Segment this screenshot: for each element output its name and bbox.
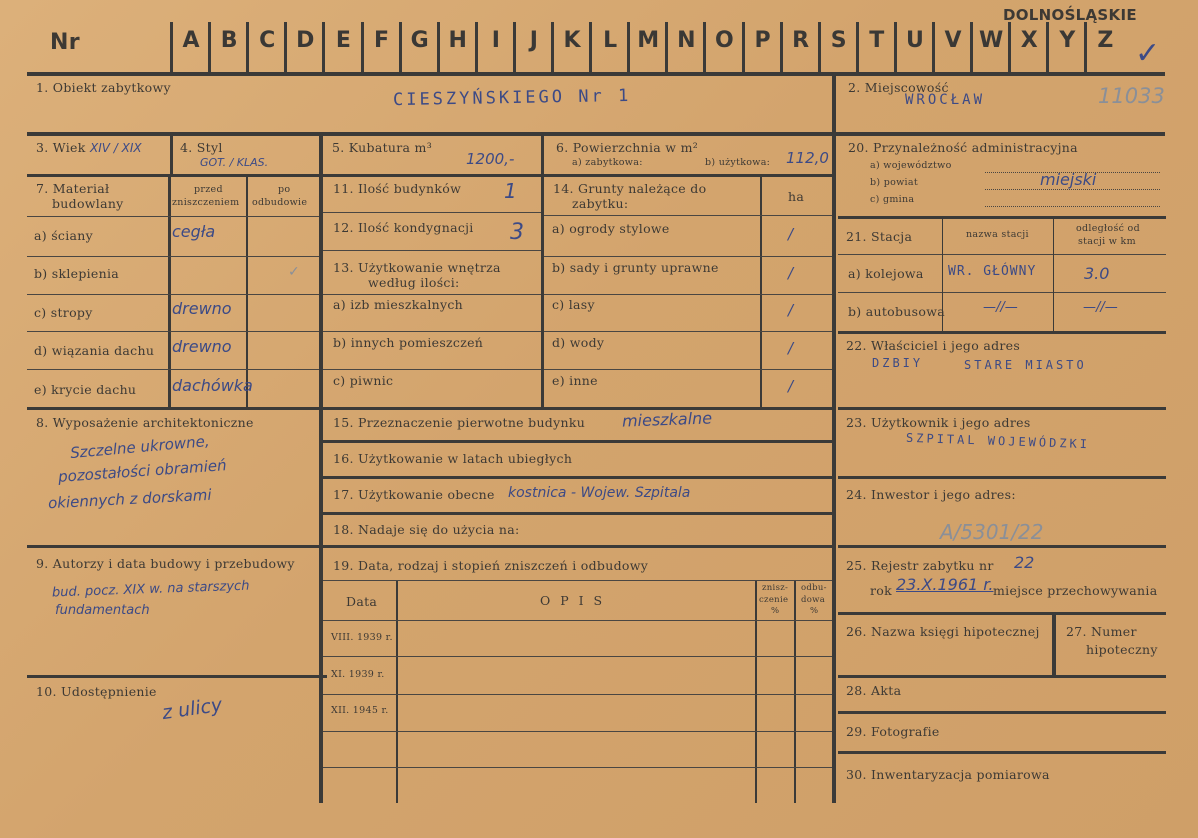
f4-label: 4. Styl [180,140,223,155]
f14-unit: ha [788,189,805,204]
letter-divider [1046,22,1049,72]
nr-label: Nr [50,30,80,55]
f4-value: GOT. / KLAS. [200,156,269,169]
f21-a-name: WR. GŁÓWNY [948,264,1037,279]
f18-label: 18. Nadaje się do użycia na: [333,522,520,537]
rule [838,407,1166,410]
f7-label-2: budowlany [52,196,124,211]
f2-number: 11033 [1098,84,1165,108]
row-line [323,767,832,768]
letter-divider [627,22,630,72]
material-before-value: drewno [172,299,232,318]
letter-cell-a: A [182,28,200,53]
f6-value: 112,0 [786,149,829,167]
dotted-line [985,206,1160,207]
letter-divider [856,22,859,72]
f20-b-value: miejski [1040,170,1097,189]
f22-value-1: DZBIY [872,356,924,370]
row-line [323,331,541,332]
row-line [323,731,832,732]
f19-date-3: XII. 1945 r. [331,705,389,716]
letter-cell-s: S [830,28,847,53]
rule [794,580,796,803]
grounds-row-label: b) sady i grunty uprawne [552,260,719,275]
letter-divider [322,22,325,72]
f19-col-rebuild-2: dowa [801,595,826,605]
f7-col-before-1: przed [194,184,223,195]
letter-cell-b: B [220,28,238,53]
f3-label: 3. Wiek [36,140,86,155]
rule [168,174,171,407]
letter-divider [284,22,287,72]
rule [27,132,1165,136]
grounds-row-value: / [788,225,794,243]
row-line [838,254,1166,255]
f24-stamp: A/5301/22 [940,520,1044,544]
material-row-label: d) wiązania dachu [34,343,155,358]
rule [838,476,1166,479]
f8-value-3: okiennych z dorskami [47,485,213,513]
row-line [544,215,832,216]
rule [838,751,1166,754]
f21-a: a) kolejowa [848,266,924,281]
f9-label: 9. Autorzy i data budowy i przebudowy [36,556,295,571]
letter-divider [970,22,973,72]
letter-cell-z: Z [1097,28,1114,53]
rule [27,675,327,678]
row-line [27,294,319,295]
f6-sub-a: a) zabytkowa: [572,157,643,168]
letter-divider [475,22,478,72]
f29-label: 29. Fotografie [846,724,940,739]
letter-cell-m: M [637,28,660,53]
rule [396,580,398,803]
rule [319,132,323,803]
letter-divider [170,22,173,72]
f19-col-date: Data [346,594,378,609]
f17-value: kostnica - Wojew. Szpitala [508,485,691,501]
region-label: DOLNOŚLĄSKIE [1003,6,1137,24]
letter-divider [361,22,364,72]
grounds-row-label: a) ogrody stylowe [552,221,670,236]
row-line [323,250,541,251]
f17-label: 17. Użytkowanie obecne [333,487,495,502]
f20-b: b) powiat [870,177,918,188]
letter-cell-y: Y [1059,28,1076,53]
rule [838,545,1166,548]
f28-label: 28. Akta [846,683,902,698]
f14-label-1: 14. Grunty należące do [553,181,707,196]
grounds-row-label: d) wody [552,335,605,350]
f22-value-2: STARE MIASTO [964,358,1087,372]
rule [838,331,1166,334]
f1-value: CIESZYŃSKIEGO Nr 1 [392,85,632,111]
interior-row-label: a) izb mieszkalnych [333,297,463,312]
row-line [323,620,832,621]
rule [832,72,836,803]
letter-divider [1008,22,1011,72]
f7-col-before-2: zniszczeniem [172,197,240,208]
rule [755,580,757,803]
f19-col-destr-2: czenie [759,595,789,605]
f25-label: 25. Rejestr zabytku nr [846,558,994,573]
f23-value: SZPITAL WOJEWÓDZKI [905,430,1091,452]
letter-cell-g: G [410,28,429,53]
f19-col-rebuild-1: odbu- [801,583,827,593]
f14-label-2: zabytku: [572,196,629,211]
rule [323,476,833,479]
f21-col-name: nazwa stacji [966,229,1029,240]
row-line [323,212,541,213]
row-line [27,216,319,217]
f20-label: 20. Przynależność administracyjna [848,140,1078,155]
f21-col-dist-1: odległość od [1076,223,1140,234]
grounds-row-value: / [788,377,794,395]
material-before-value: drewno [172,337,232,356]
rule [27,72,1165,76]
letter-cell-i: I [491,28,500,53]
f21-col-dist-2: stacji w km [1078,236,1136,247]
letter-divider [589,22,592,72]
f9-value-2: fundamentach [55,603,150,618]
f8-label: 8. Wyposażenie architektoniczne [36,415,254,430]
grounds-row-value: / [788,301,794,319]
letter-cell-c: C [259,28,276,53]
rule [838,612,1166,615]
material-row-label: e) krycie dachu [34,382,137,397]
f21-b-dist: —//— [1083,300,1118,315]
f11-label: 11. Ilość budynków [333,181,462,196]
f21-b-name: —//— [983,300,1018,315]
rule [27,174,832,177]
row-line [27,256,319,257]
letter-cell-w: W [978,28,1004,53]
rule [838,216,1166,219]
f1-label: 1. Obiekt zabytkowy [36,80,171,95]
f19-col-destr-3: % [771,606,780,616]
letter-divider [894,22,897,72]
letter-divider [513,22,516,72]
f13-label-1: 13. Użytkowanie wnętrza [333,260,501,275]
f7-col-after-2: odbudowie [252,197,308,208]
letter-cell-f: F [373,28,390,53]
row-line [544,256,832,257]
rule [323,545,833,548]
f21-b: b) autobusowa [848,304,945,319]
f27-label-2: hipoteczny [1086,642,1158,657]
f5-label: 5. Kubatura m³ [332,140,433,155]
letter-cell-h: H [448,28,467,53]
material-after-value: ✓ [288,264,300,280]
f24-label: 24. Inwestor i jego adres: [846,487,1016,502]
row-line [544,369,832,370]
f25-place-label: miejsce przechowywania [993,583,1158,598]
letter-cell-o: O [715,28,734,53]
row-line [838,292,1166,293]
f23-label: 23. Użytkownik i jego adres [846,415,1031,430]
letter-cell-l: L [603,28,618,53]
material-before-value: dachówka [172,376,253,395]
interior-row-label: c) piwnic [333,373,394,388]
f27-label-1: 27. Numer [1066,624,1137,639]
grounds-row-value: / [788,264,794,282]
letter-cell-x: X [1020,28,1038,53]
letter-divider [780,22,783,72]
letter-divider [1084,22,1087,72]
f21-label: 21. Stacja [846,229,913,244]
row-line [323,580,832,581]
letter-cell-e: E [335,28,351,53]
rule [323,512,833,515]
letter-cell-t: T [869,28,885,53]
f19-date-2: XI. 1939 r. [331,669,385,680]
letter-cell-u: U [905,28,924,53]
letter-cell-r: R [792,28,810,53]
f19-date-1: VIII. 1939 r. [331,632,393,643]
row-line [27,369,319,370]
grounds-row-value: / [788,339,794,357]
letter-divider [665,22,668,72]
material-row-label: a) ściany [34,228,93,243]
row-line [544,294,832,295]
f3-value: XIV / XIX [90,141,142,155]
f6-sub-b: b) użytkowa: [705,157,771,168]
f12-value: 3 [510,220,524,245]
f9-value-1: bud. pocz. XIX w. na starszych [51,578,250,601]
f2-label: 2. Miejscowość [848,80,949,95]
letter-cell-p: P [754,28,771,53]
f25-year-label: rok [870,583,892,598]
grounds-row-label: c) lasy [552,297,595,312]
f20-a: a) województwo [870,160,952,171]
row-line [323,369,541,370]
f13-label-2: według ilości: [368,275,460,290]
letter-divider [246,22,249,72]
row-line [544,331,832,332]
letter-divider [818,22,821,72]
material-row-label: c) stropy [34,305,93,320]
letter-cell-d: D [296,28,315,53]
letter-cell-n: N [677,28,696,53]
letter-divider [399,22,402,72]
f8-value-1: Szczelne ukrowne, [69,431,211,463]
f11-value: 1 [504,179,517,203]
row-line [323,656,832,657]
material-row-label: b) sklepienia [34,266,120,281]
f15-label: 15. Przeznaczenie pierwotne budynku [333,415,586,430]
rule [27,545,327,548]
letter-divider [437,22,440,72]
rule [1052,615,1056,675]
f15-value: mieszkalne [621,408,713,431]
region-check-mark: ✓ [1135,36,1161,71]
f19-col-desc: O P I S [540,593,606,608]
row-line [27,331,319,332]
f7-label-1: 7. Materiał [36,181,110,196]
f7-col-after-1: po [278,184,291,195]
material-before-value: cegła [172,222,216,241]
f6-label: 6. Powierzchnia w m² [556,140,699,155]
f25-number: 22 [1014,553,1035,572]
f12-label: 12. Ilość kondygnacji [333,220,474,235]
interior-row-label: b) innych pomieszczeń [333,335,484,350]
letter-cell-v: V [944,28,962,53]
row-line [323,294,541,295]
f16-label: 16. Użytkowanie w latach ubiegłych [333,451,573,466]
f2-value: WROCŁAW [905,92,986,108]
rule [1053,216,1054,331]
f22-label: 22. Właściciel i jego adres [846,338,1021,353]
rule [170,132,173,174]
row-line [323,694,832,695]
letter-divider [932,22,935,72]
f10-value: z ulicy [160,693,224,725]
f21-a-dist: 3.0 [1084,264,1110,283]
rule [838,675,1166,678]
f19-label: 19. Data, rodzaj i stopień zniszczeń i odbudowy [333,558,649,573]
rule [323,440,833,443]
letter-divider [703,22,706,72]
f25-year: 23.X.1961 r. [896,575,994,594]
f26-label: 26. Nazwa księgi hipotecznej [846,624,1040,639]
letter-cell-j: J [529,28,538,53]
letter-divider [208,22,211,72]
f5-value: 1200,- [466,150,515,168]
letter-cell-k: K [563,28,581,53]
rule [838,711,1166,714]
dotted-line [985,189,1160,190]
letter-divider [742,22,745,72]
f10-label: 10. Udostępnienie [36,684,157,699]
f19-col-destr-1: znisz- [762,583,789,593]
grounds-row-label: e) inne [552,373,598,388]
rule [246,174,248,407]
f8-value-2: pozostałości obramień [57,456,228,486]
f20-c: c) gmina [870,194,915,205]
letter-divider [551,22,554,72]
f19-col-rebuild-3: % [810,606,819,616]
f30-label: 30. Inwentaryzacja pomiarowa [846,767,1050,782]
